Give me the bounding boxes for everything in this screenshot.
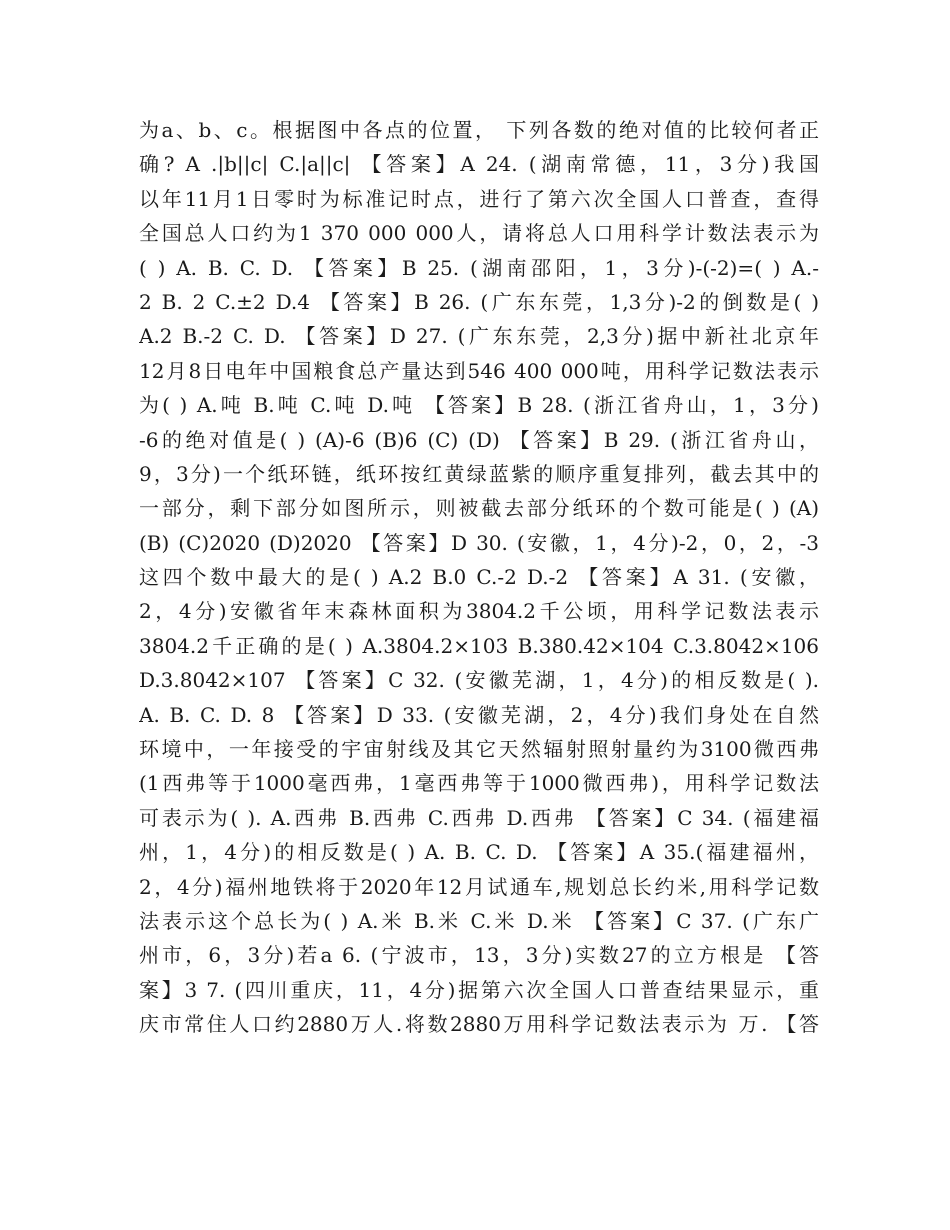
text-line: 一部分，剩下部分如图所示，则被截去部分纸环的个数可能是( ) (A) <box>139 496 819 521</box>
body-text <box>139 113 819 1042</box>
text-line: 3804.2千正确的是( ) A.3804.2×103 B.380.42×104 C.3.8042×106 <box>139 633 819 658</box>
text-line: (1西弗等于1000毫西弗，1毫西弗等于1000微西弗)，用科学记数法 <box>139 771 819 796</box>
text-line: ( ) A. B. C. D. 【答案】B 25. (湖南邵阳，1，3分)-(-2)=( ) A.- <box>139 255 819 280</box>
text-line: 12月8日电年中国粮食总产量达到546 400 000吨，用科学记数法表示 <box>139 358 819 383</box>
text-line: D.3.8042×107 【答案】C 32. (安徽芜湖，1，4分)的相反数是( ). <box>139 668 819 693</box>
text-line: A.2 B.-2 C. D. 【答案】D 27. (广东东莞，2,3分)据中新社北京年 <box>139 324 819 349</box>
text-line: 为a、b、c。根据图中各点的位置， 下列各数的绝对值的比较何者正 <box>139 118 819 142</box>
text-line: A. B. C. D. 8 【答案】D 33. (安徽芜湖，2，4分)我们身处在自然 <box>139 702 819 727</box>
text-line: 2，4分)福州地铁将于2020年12月试通车,规划总长约米,用科学记数 <box>139 874 819 899</box>
text-line: 法表示这个总长为( ) A.米 B.米 C.米 D.米 【答案】C 37. (广东广 <box>139 908 819 933</box>
text-line: -6的绝对值是( ) (A)-6 (B)6 (C) (D) 【答案】B 29. (浙江省舟山， <box>139 427 819 452</box>
text-line: 为( ) A.吨 B.吨 C.吨 D.吨 【答案】B 28. (浙江省舟山，1，3分) <box>139 393 819 418</box>
text-line: 确? A .|b||c| C.|a||c| 【答案】A 24. (湖南常德，11，3分)我国 <box>139 152 819 177</box>
text-line: 可表示为( ). A.西弗 B.西弗 C.西弗 D.西弗 【答案】C 34. (福建福 <box>139 805 819 830</box>
text-line: 2 B. 2 C.±2 D.4 【答案】B 26. (广东东莞，1,3分)-2的倒数是( ) <box>139 289 819 314</box>
text-line: 以年11月1日零时为标准记时点，进行了第六次全国人口普查，查得 <box>139 186 819 211</box>
text-line: 这四个数中最大的是( ) A.2 B.0 C.-2 D.-2 【答案】A 31. (安徽， <box>139 565 819 590</box>
text-line: 全国总人口约为1 370 000 000人，请将总人口用科学计数法表示为 <box>139 221 819 246</box>
text-line: (B) (C)2020 (D)2020 【答案】D 30. (安徽，1，4分)-2，0，2，-3 <box>139 530 819 555</box>
text-line: 州市，6，3分)若a 6. (宁波市，13，3分)实数27的立方根是 【答 <box>139 943 819 968</box>
text-line: 案】3 7. (四川重庆，11，4分)据第六次全国人口普查结果显示，重 <box>139 977 819 1002</box>
text-line: 9，3分)一个纸环链，纸环按红黄绿蓝紫的顺序重复排列，截去其中的 <box>139 461 819 486</box>
text-line: 环境中，一年接受的宇宙射线及其它天然辐射照射量约为3100微西弗 <box>139 737 819 762</box>
text-line: 2，4分)安徽省年末森林面积为3804.2千公顷，用科学记数法表示 <box>139 599 819 624</box>
text-line: 庆市常住人口约2880万人.将数2880万用科学记数法表示为 万. 【答 <box>139 1012 819 1037</box>
text-line: 州，1，4分)的相反数是( ) A. B. C. D. 【答案】A 35.(福建福州， <box>139 840 819 865</box>
